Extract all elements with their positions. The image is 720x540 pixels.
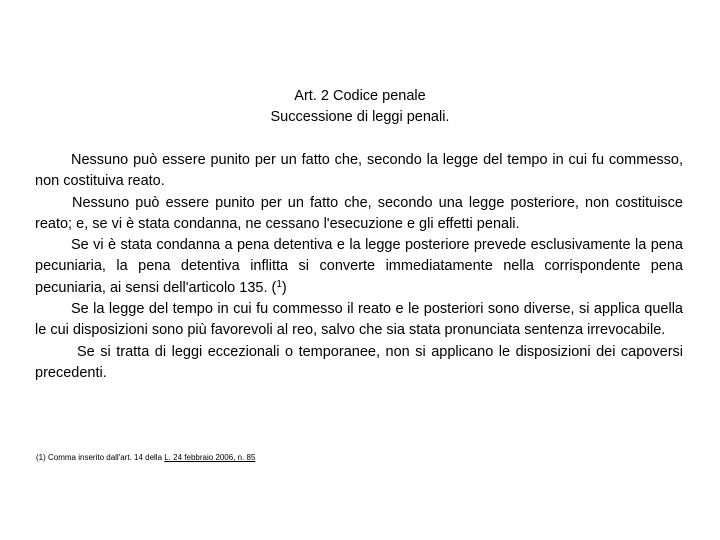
article-subtitle: Successione di leggi penali. — [270, 109, 450, 125]
footnote — [36, 452, 255, 463]
footnote-text: (1) Comma inserito dall'art. 14 della — [36, 453, 165, 462]
paragraph-3 — [35, 235, 683, 299]
footnote-ref-number: 1 — [276, 278, 282, 290]
paragraph-5: Se si tratta di leggi eccezionali o temporanee, non si applicano le disposizioni dei capoversi precedenti. — [35, 343, 683, 381]
paragraph-4: Se la legge del tempo in cui fu commesso il reato e le posteriori sono diverse, si applica quella le cui disposizioni sono più favorevoli al reo, salvo che sia stata pronunciata sentenza irrevocabile. — [35, 301, 683, 339]
paragraph-3-text: Se vi è stata condanna a pena detentiva e la legge posteriore prevede esclusivamente la pena pecuniaria, la pena detentiva inflitta si converte immediatamente nella corrispondente pena pecuniaria, ai sensi dell'articolo 135. — [35, 237, 683, 296]
article-body — [35, 150, 683, 384]
paragraph-1: Nessuno può essere punito per un fatto che, secondo la legge del tempo in cui fu commesso, non costituiva reato. — [35, 152, 683, 190]
footnote-ref-open: ( — [267, 279, 277, 296]
paragraph-2: Nessuno può essere punito per un fatto che, secondo una legge posteriore, non costituisce reato; e, se vi è stata condanna, ne cessano l'esecuzione e gli effetti penali. — [35, 194, 683, 232]
article-title: Art. 2 Codice penale — [294, 88, 426, 104]
article-heading — [0, 86, 720, 128]
footnote-ref-close: ) — [281, 279, 287, 296]
footnote-law-link[interactable]: L. 24 febbraio 2006, n. 85 — [164, 453, 256, 462]
